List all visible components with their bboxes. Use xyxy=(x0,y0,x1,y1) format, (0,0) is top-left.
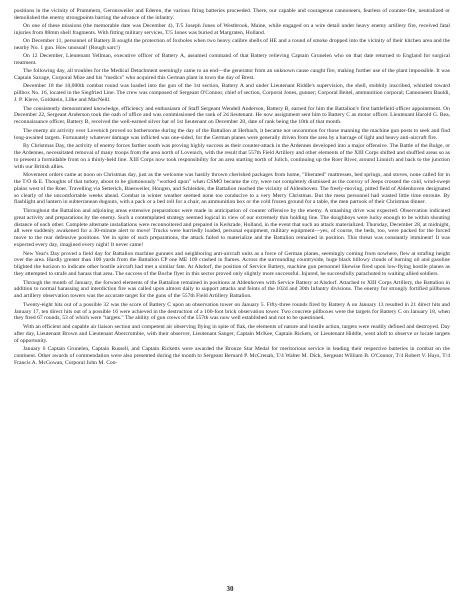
paragraph: Through the month of January, the forward elements of the Battalion remained in positions at Aldenhoven with Service Battery at Alsdorf. Attached to XIII Corps Artillery, the Battalion in addition to normal harassing and interdiction fire was called upon almost daily to support attacks and feints of the 102d and 30th Infantry divisions. The enemy for strongly fortified pillboxes and artillery observation towers was the accurate target for the guns of the 557th Field Artillery Battalion. xyxy=(14,279,450,300)
page-number: 30 xyxy=(226,585,234,593)
paragraph: On December 11, personnel of Battery B sought the protection of foxholes when two heavy calibre shells of HE and a round of smoke dropped into the vicinity of their kitchen area and the nearby No. 1 gun. How unusual! (Rough sarc!) xyxy=(14,38,450,52)
paragraph: The enemy air activity over Lovenich proved so bothersome during the day of the Battalion at Herbach, it became not uncommon for those manning the machine gun posts to seek and find long-awaited targets. Fortunately whatever damage was inflicted was one-sided, for the German planes were generally driven from the area by a barrage of light and heavy anti-aircraft fire. xyxy=(14,127,450,141)
paragraph: By Christmas Day, the activity of enemy forces farther south was proving highly success as their counter-attack in the Ardennes developed into a major offensive. The Battle of the Bulge, or the Ardennes, necessitated removal of many troops from the area north of Lovenich, with the result that 557th Field Artillery and other elements of the XIII Corps shifted and shuffled areas so as to present a formidable front on a thinly-held line. XIII Corps now took responsibility for an area starting north of Julich, continuing up the Roer River, around Linnich and back to the junction with our British allies. xyxy=(14,142,450,170)
paragraph: On one of these missions (the memorable date was December 4), T/5 Joseph Jones of Westbrook, Maine, while engaged on a wire detail under heavy enemy artillery fire, received fatal injuries from 88mm shell fragments. With fitting military services, T/5 Jones was buried at Margraten, Holland. xyxy=(14,23,450,37)
paragraph: Twenty-eight hits out of a possible 32 was the score of Battery C upon an observation tower on January 5. Fifty-three rounds fired by Battery A on January 13 resulted in 21 direct hits and January 17, ten direct hits out of a possible 16 were achieved in the destruction of a 100-foot brick observation tower. Two concrete pillboxes were the targets for Battery C on January 18, when they fired 67 rounds, 53 of which were "targets." The ability of gun crews of the 557th was now well established and not to be questioned. xyxy=(14,301,450,322)
paragraph: Throughout the Battalion and adjoining areas extensive preparations were made in anticipation of counter offensive by the enemy. A smashing drive was expected. Observation indicated great activity and preparations by the enemy. Such a contemplated strategy seemed logical in view of our extremely thin holding line. The doughboys were lucky enough to be within shouting distance of each other. Complete alternate installations were reconnoitered and prepared in Kerkrade, Holland, in the event that such an attack materialized. Thursday, December 28, at midnight, all were suddenly awakened for a 30-minute alert to move! Trucks were hurriedly loaded, personal equipment, military equipment—yes, of course, the beds, too, were packed for the forced move to the rear defensive positions. Yet in spite of such preparations, the attack failed to materialize and the Battalion remained in position. This threat was constantly imminent! It was expected every day, imagined every night! It never came! xyxy=(14,207,450,249)
document-body xyxy=(14,8,450,367)
paragraph: New Year's Day proved a field day for Battalion machine gunners and neighboring anti-aircraft units as a force of German planes, seemingly coming from nowhere, flew at strafing height over the area. Hardly greater than 100 yards from the Battalion CP one ME 109 crashed in flames. Across the surrounding countryside, huge black billowy clouds of burning oil and gasoline blighted the horizon to indicate other hostile aircraft had met a similar fate. At Alsdorf, the position of Service Battery, machine gun personnel likewise fired upon low-flying hostile planes as they attempted to strafe and harass that area. The success of the Boche flyer in this sector proved only slightly more successful. Injured, he successfully parachuted to waiting allied soldiers. xyxy=(14,250,450,278)
paragraph: The consistently demonstrated knowledge, efficiency and enthusiasm of Staff Sergeant Wendell Anderson, Battery B, earned for him the Battalion's first battlefield officer appointment. On December 22, Sergeant Anderson took the oath of office and was commissioned the rank of 2d lieutenant. He now assignment sent him to Battery C as motor officer. Lieutenant Harold G. Rea, reconnaissance officer, Battery B, received the well-earned silver bar of 1st lieutenant on December 20, date of rank being the 10th of that month. xyxy=(14,105,450,126)
paragraph: On 12 December, Lieutenant Yellman, executive officer of Battery A, assumed command of that Battery relieving Captain Grunelen who on that date returned to England for surgical treatment. xyxy=(14,53,450,67)
paragraph: The following day, all troubles for the Medical Detachment seemingly came to an end—the generator from an unknown cause caught fire, making further use of the plant impossible. It was Captain Savage, Corporal Mize and his "medics" who acquired this German plant in town the day of Brest. xyxy=(14,68,450,82)
paragraph: January 6 Captain Grunelen, Captain Russell, and Captain Ricketts were awarded the Bronze Star Medal for meritorious service in leading their respective batteries in combat on the continent. Other awards of commendation were also presented during the month to Sergeant Bernard P. McCrenah, T/4 Walter M. Dick, Sergeant William B. O'Connor, T/4 Robert V. Hays, T/4 Francis A. McGowan, Corporal John M. Con- xyxy=(14,345,450,366)
paragraph: December 18 the 10,000th combat round was loaded into the gun of the 1st section, Battery A and under Lieutenant Riddle's supervision, the shell, stubbily inscribed, whistled toward pillbox No. 16, located in the Siegfried Line. The crew was composed of Sergeant O'Connor, chief of section, Corporal Jones, gunner; Corporal Beitel, ammunition corporal; Cannoneers Bauldi, J. P. Kleve, Goldstein, Lilke and MacNeill. xyxy=(14,83,450,104)
paragraph: Movement orders came at noon on Christmas day, just as the welcome was hastily thrown cherished packages from home, "liberated" mattresses, bed springs, and stoves, none called for in the T/O & E. Thoughts of that turkey, about to be gluttonously "worked upon" when CSMO became the cry, were not completely dismissed as the convoy of Jeeps crossed the cold, wind-swept plains west of the Roer. Travelling via Setterich, Baesweiler, Hongen, and Schleiden, the Battalion reached the vicinity of Aldenhoven. The freely-moving, pitted field of Aldenhoven designated so clearly of the uncomfortable weeks ahead. Combat in winter weather seemed none too conducive to a very Merry Christmas. But the mess personnel had wasted little time enroute. By flashlight and lantern in subterranean dugouts, with a pack or a bed roll for a chair, an ammunition box or the cold frozen ground for a table, the men partook of their Christmas dinner. xyxy=(14,171,450,206)
paragraph: positions in the vicinity of Prummern, Geronsweiler and Ederen, the various firing batteries proceeded. There, our capable and courageous cannoneers, fearless of counter-fire, neutralized or demolished the enemy strongpoints barring the advance of the infantry. xyxy=(14,8,450,21)
paragraph: With an efficient and capable air liaison section and competent air observing flying in spite of flak, the elements of nature and hostile action, targets were readily defined and destroyed. Day after day, Lieutenant Brown and Lieutenant Abercrombie, with their observer, Lieutenant Sanger, Captain McKee, Captain Rickets, or Lieutenant Hiddle, went aloft to observe or locate targets of opportunity. xyxy=(14,323,450,344)
